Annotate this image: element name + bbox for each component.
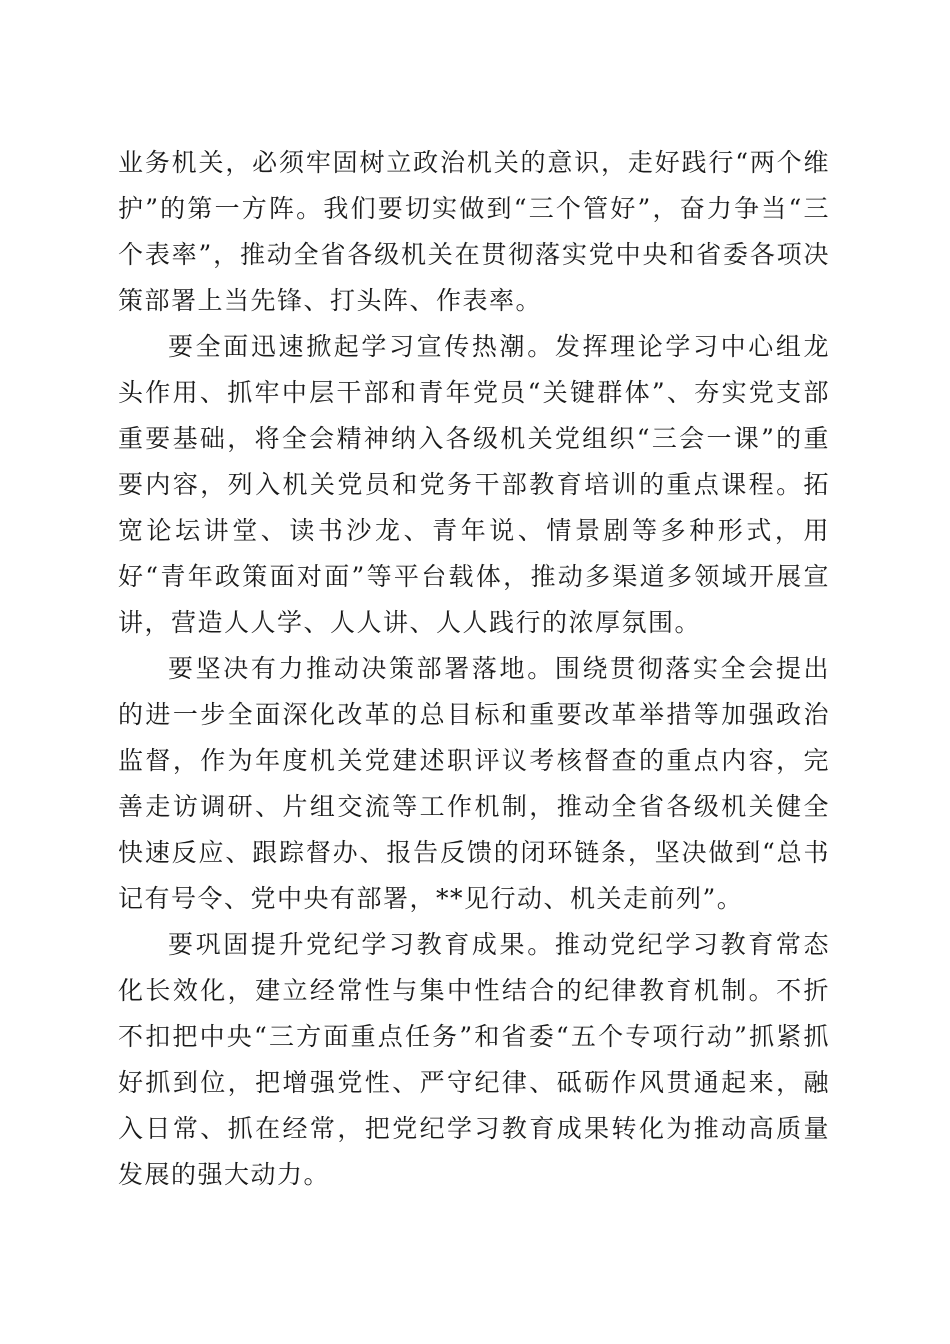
- paragraph-discipline-education: 要巩固提升党纪学习教育成果。推动党纪学习教育常态化长效化，建立经常性与集中性结合的纪律教育机制。不折不扣把中央“三方面重点任务”和省委“五个专项行动”抓紧抓好抓到位，把增强党性、严守纪律、砥砺作风贯通起来，融入日常、抓在经常，把党纪学习教育成果转化为推动高质量发展的强大动力。: [118, 930, 830, 1189]
- paragraph-policy-implementation: 要坚决有力推动决策部署落地。围绕贯彻落实全会提出的进一步全面深化改革的总目标和重要改革举措等加强政治监督，作为年度机关党建述职评议考核督查的重点内容，完善走访调研、片组交流等工作机制，推动全省各级机关健全快速反应、跟踪督办、报告反馈的闭环链条，坚决做到“总书记有号令、党中央有部署，**见行动、机关走前列”。: [118, 654, 830, 913]
- paragraph-continuation: 业务机关，必须牢固树立政治机关的意识，走好践行“两个维护”的第一方阵。我们要切实做到“三个管好”，奋力争当“三个表率”，推动全省各级机关在贯彻落实党中央和省委各项决策部署上当先锋、打头阵、作表率。: [118, 148, 830, 315]
- paragraph-study-promotion: 要全面迅速掀起学习宣传热潮。发挥理论学习中心组龙头作用、抓牢中层干部和青年党员“关键群体”、夯实党支部重要基础，将全会精神纳入各级机关党组织“三会一课”的重要内容，列入机关党员和党务干部教育培训的重点课程。拓宽论坛讲堂、读书沙龙、青年说、情景剧等多种形式，用好“青年政策面对面”等平台载体，推动多渠道多领域开展宣讲，营造人人学、人人讲、人人践行的浓厚氛围。: [118, 332, 830, 637]
- document-body: [118, 140, 830, 1198]
